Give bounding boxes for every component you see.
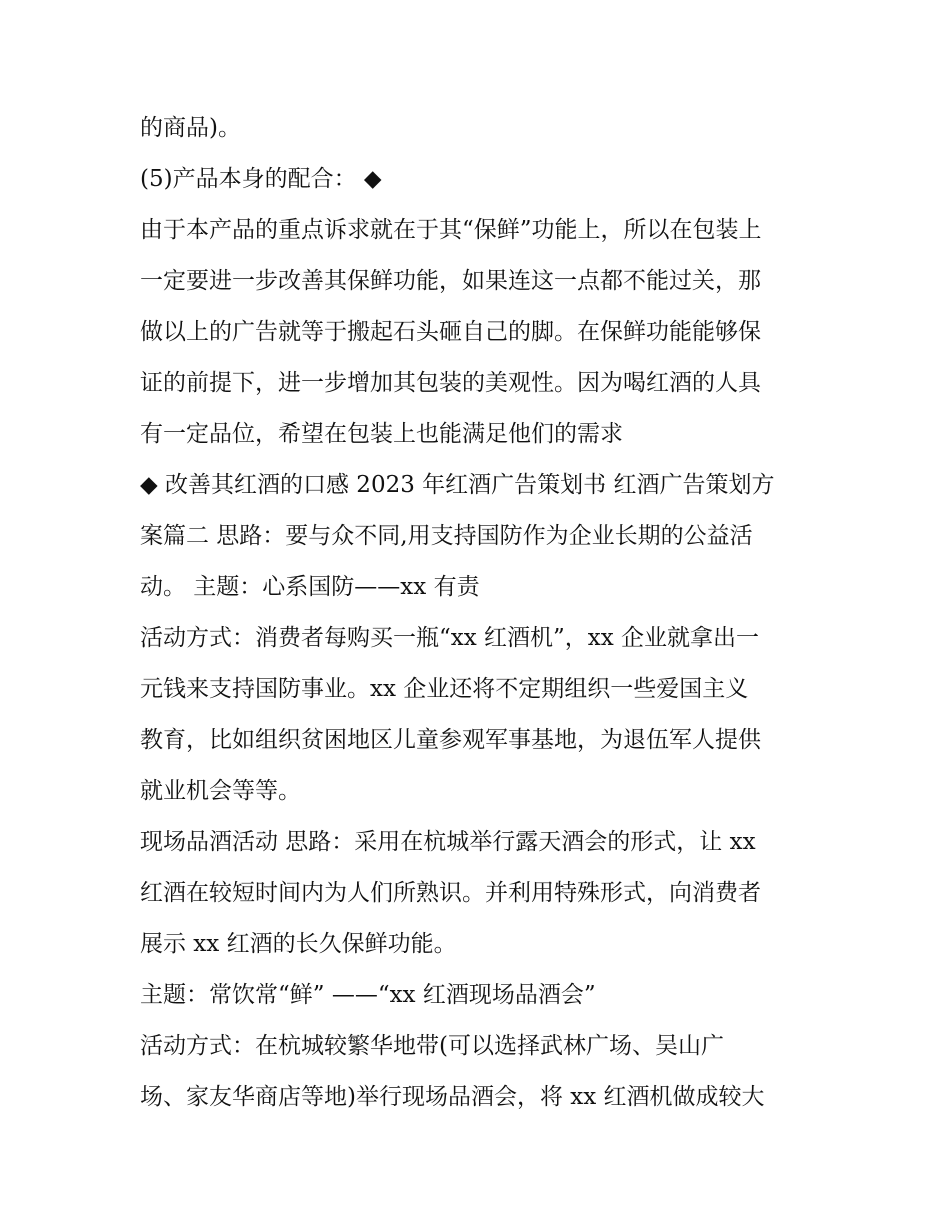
text-line: 证的前提下，进一步增加其包装的美观性。因为喝红酒的人具	[140, 370, 761, 396]
text-line: 红酒在较短时间内为人们所熟识。并利用特殊形式，向消费者	[140, 880, 761, 906]
text-line: 活动方式：在杭城较繁华地带(可以选择武林广场、吴山广	[140, 1033, 724, 1059]
text-line: 一定要进一步改善其保鲜功能，如果连这一点都不能过关，那	[140, 268, 761, 294]
text-line: 展示 xx 红酒的长久保鲜功能。	[140, 931, 457, 957]
text-line: 案篇二 思路：要与众不同,用支持国防作为企业长期的公益活	[140, 523, 753, 549]
text-line: 由于本产品的重点诉求就在于其“保鲜”功能上，所以在包装上	[140, 217, 762, 243]
text-line: 元钱来支持国防事业。xx 企业还将不定期组织一些爱国主义	[140, 676, 749, 702]
text-line: ◆ 改善其红酒的口感 2023 年红酒广告策划书 红酒广告策划方	[140, 472, 775, 498]
text-line: 活动方式：消费者每购买一瓶“xx 红酒机”，xx 企业就拿出一	[140, 625, 760, 651]
text-line: 有一定品位，希望在包装上也能满足他们的需求	[140, 421, 623, 447]
text-line: 就业机会等等。	[140, 778, 301, 804]
document-body	[140, 103, 830, 1123]
text-line: 的商品)。	[140, 115, 241, 141]
text-line: 做以上的广告就等于搬起石头砸自己的脚。在保鲜功能能够保	[140, 319, 761, 345]
text-line: (5)产品本身的配合： ◆	[140, 166, 382, 192]
text-line: 场、家友华商店等地)举行现场品酒会，将 xx 红酒机做成较大	[140, 1084, 765, 1110]
text-line: 主题：常饮常“鲜” ——“xx 红酒现场品酒会”	[140, 982, 596, 1008]
text-line: 动。 主题：心系国防——xx 有责	[140, 574, 480, 600]
text-line: 现场品酒活动 思路：采用在杭城举行露天酒会的形式，让 xx	[140, 829, 756, 855]
text-line: 教育，比如组织贫困地区儿童参观军事基地，为退伍军人提供	[140, 727, 761, 753]
